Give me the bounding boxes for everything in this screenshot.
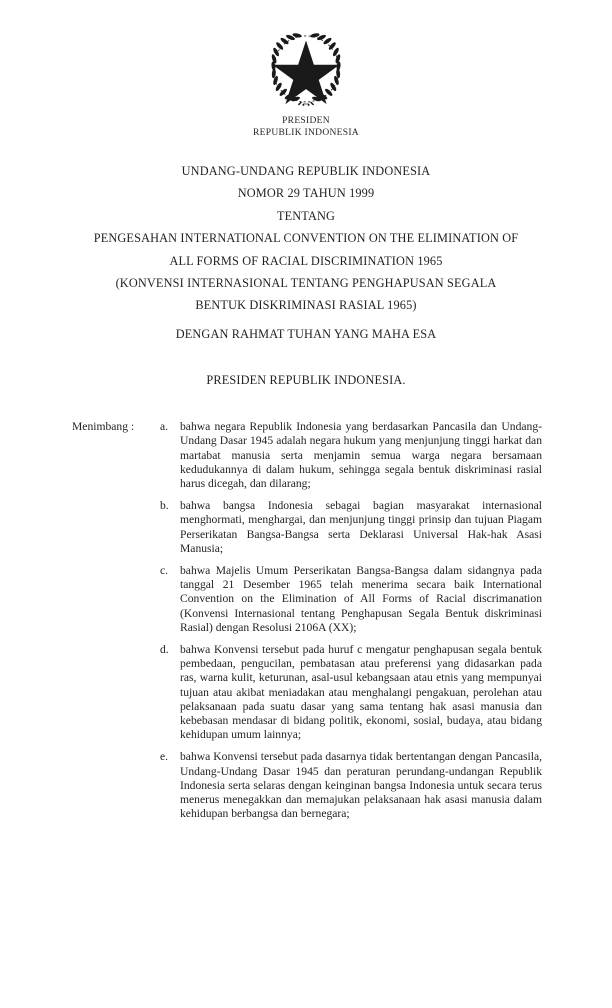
list-item-text: bahwa Konvensi tersebut pada dasarnya tidak bertentangan dengan Pancasila, Undang-Undang Dasar 1945 dan peraturan perundang-undangan Republik Indonesia serta selaras dengan keinginan bangsa Indonesia untuk secara terus menerus menegakkan dan memajukan pelaksanaan hak asasi manusia dalam kehidupan berbangsa dan bernegara; (180, 750, 542, 821)
document-title-block (56, 160, 556, 317)
blessing-heading: DENGAN RAHMAT TUHAN YANG MAHA ESA (175, 327, 437, 341)
emblem-caption-line-1: PRESIDEN (282, 116, 330, 126)
list-item-marker: a. (160, 420, 169, 433)
emblem-caption-line-2: REPUBLIK INDONESIA (253, 127, 359, 138)
list-item (160, 564, 542, 635)
list-item-text: bahwa Konvensi tersebut pada huruf c mengatur penghapusan segala bentuk pembedaan, pengucilan, pembatasan atau preferensi yang didasarkan pada ras, warna kulit, keturunan, asal-usul kebangsaan atau etnis yang mempunyai tujuan atau akibat meniadakan atau menghalangi pengakuan, perolehan atau pelaksanaan pada suatu dasar yang sama tentang hak asasi manusia dan kebebasan mendasar di bidang politik, ekonomi, sosial, budaya, atau bidang kehidupan umum lainnya; (180, 642, 542, 742)
authority-heading: PRESIDEN REPUBLIK INDONESIA. (206, 373, 406, 387)
list-item-marker: c. (160, 563, 169, 577)
list-item (160, 499, 542, 556)
list-item-text: bahwa bangsa Indonesia sebagai bagian masyarakat internasional menghormati, menghargai, dan menjunjung tinggi prinsip dan tujuan Piagam Perserikatan Bangsa-Bangsa serta Deklarasi Universal Hak-hak Asasi Manusia; (180, 498, 542, 555)
list-item-text: bahwa negara Republik Indonesia yang berdasarkan Pancasila dan Undang-Undang Dasar 1945 adalah negara hukum yang menjunjung tinggi harkat dan martabat manusia serta menjamin semua warga negara bersamaan kedudukannya di dalam hukum, sehingga segala bentuk diskriminasi rasial harus dicegah, dan dilarang; (180, 420, 542, 491)
title-line-subject-2: ALL FORMS OF RACIAL DISCRIMINATION 1965 (169, 253, 443, 268)
list-item-marker: b. (160, 498, 169, 512)
title-line-subject-3: (KONVENSI INTERNASIONAL TENTANG PENGHAPUSAN SEGALA (115, 276, 497, 291)
document-subheading-block (56, 327, 556, 387)
list-item-text: bahwa Majelis Umum Perserikatan Bangsa-Bangsa dalam sidangnya pada tanggal 21 Desember 1965 telah menerima secara baik International Convention on the Elimination of All Forms of Racial discrimanation (Konvensi Internasional tentang Penghapusan Segala Bentuk diskriminasi Rasial) dengan Resolusi 2106A (XX); (180, 563, 542, 634)
considerans-label: Menimbang : (72, 420, 135, 433)
presidential-seal-block (0, 24, 612, 139)
title-line-subject-4: BENTUK DISKRIMINASI RASIAL 1965) (195, 298, 417, 313)
title-line-tentang: TENTANG (276, 208, 336, 223)
title-line-number: NOMOR 29 TAHUN 1999 (237, 186, 375, 201)
list-item (160, 643, 542, 743)
list-item-marker: e. (160, 750, 169, 764)
title-line-act-name: UNDANG-UNDANG REPUBLIK INDONESIA (181, 164, 431, 178)
list-item (160, 420, 542, 491)
title-line-subject-1: PENGESAHAN INTERNATIONAL CONVENTION ON THE ELIMINATION OF (93, 231, 519, 246)
list-item-marker: d. (160, 642, 169, 656)
indonesian-presidential-seal-icon (260, 24, 352, 112)
list-item (160, 750, 542, 821)
emblem-caption (0, 116, 612, 139)
considerans-list (160, 420, 542, 822)
